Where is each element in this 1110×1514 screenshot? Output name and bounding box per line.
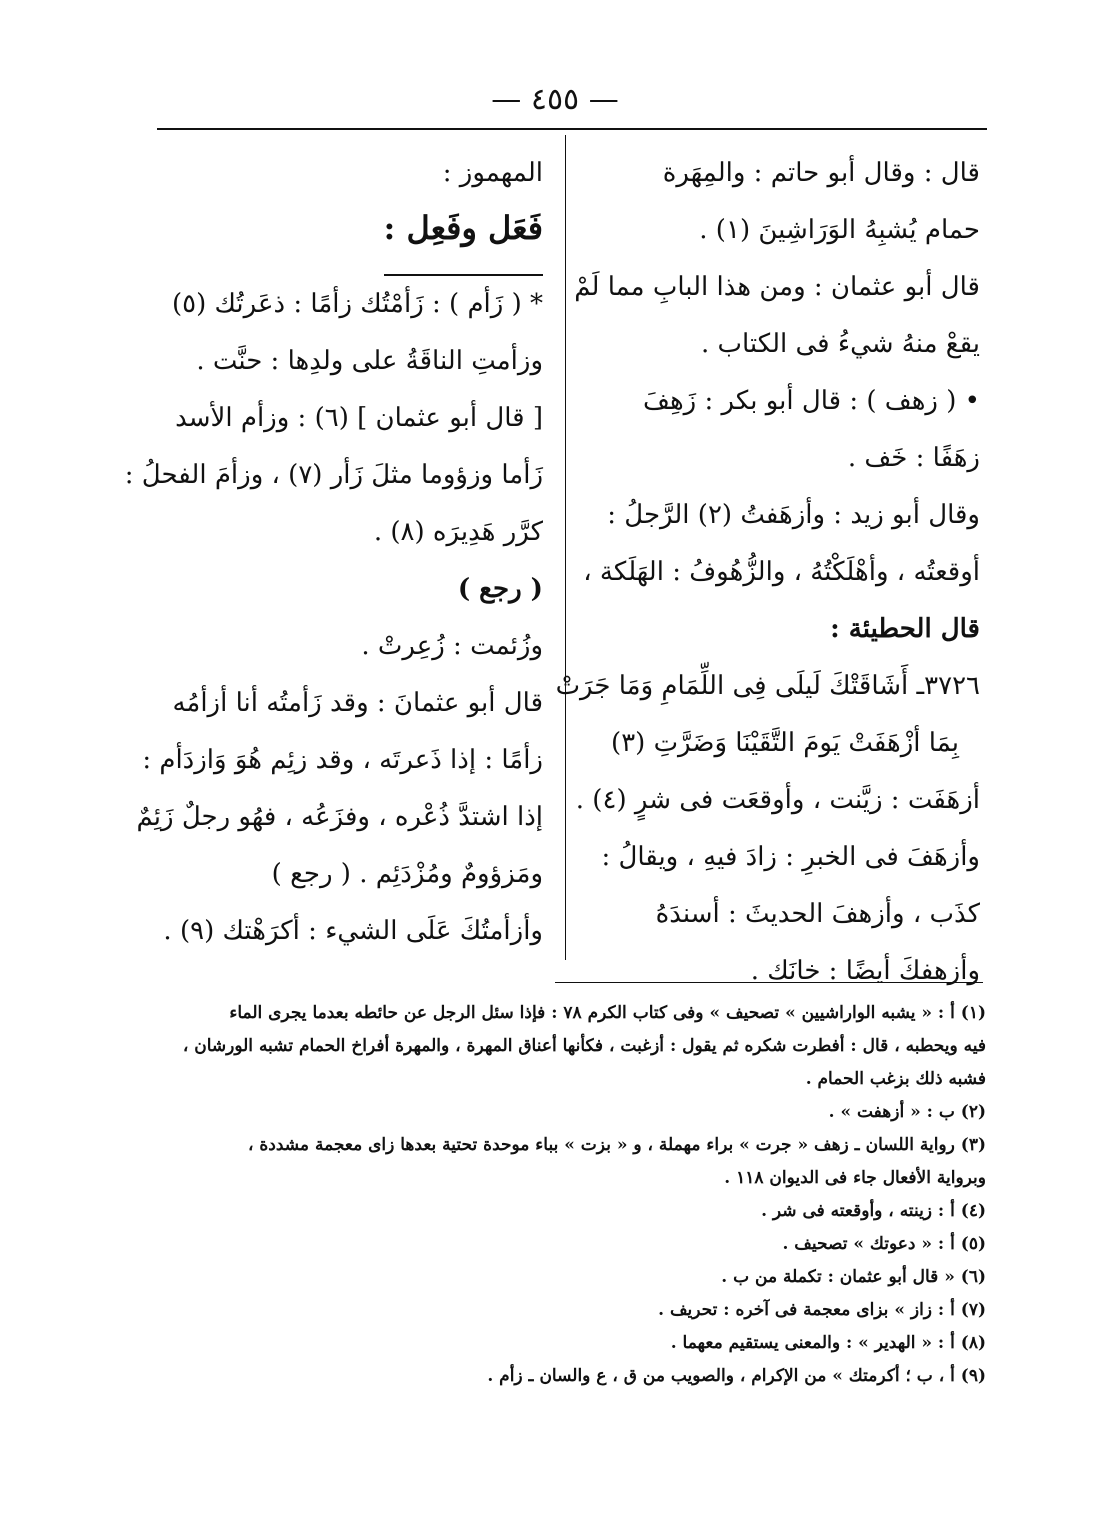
text-line: كرَّر هَدِيرَه (٨) .	[373, 517, 543, 547]
footnote: (٧) أ : زاز » بزاى معجمة فى آخره : تحريف .	[658, 1300, 986, 1320]
text-line: إذا اشتدَّ ذُعْره ، وفزَعُه ، فهُو رجلٌ زَئِمٌ	[136, 802, 543, 832]
text-line: وقال أبو زيد : وأزهَفتُ (٢) الرَّجلُ :	[607, 500, 980, 530]
header-rule	[157, 128, 987, 130]
text-line: قال : وقال أبو حاتم : والمِهَرة	[662, 158, 980, 188]
text-line: يقعْ منهُ شيءُ فى الكتاب .	[700, 329, 980, 359]
text-line: حمام يُشبِهُ الوَرَاشِينَ (١) .	[699, 215, 980, 245]
text-line: * ( زَأم ) : زَأمْتُك زأمًا : ذعَرتُك (٥)	[171, 289, 543, 319]
section-marker: ( رجع )	[457, 574, 543, 604]
text-line: أزهَفَت : زيَّنت ، وأوقعَت فى شرٍ (٤) .	[575, 785, 980, 815]
footnote: (٨) أ : « الهدير » : والمعنى يستقيم معهما .	[670, 1333, 986, 1353]
text-line: وزأمتِ الناقَةُ على ولدِها : حنَّت .	[196, 346, 543, 376]
text-line: وأزهَفَ فى الخبرِ : زادَ فيهِ ، ويقالُ :	[601, 842, 980, 872]
footnote: (٦) « قال أبو عثمان : تكملة من ب .	[721, 1267, 986, 1287]
footnote: (٥) أ : « دعوتك » تصحيف .	[782, 1234, 986, 1254]
text-line: زهَفًا : خَف .	[847, 443, 980, 473]
footnote: فيه ويحطبه ، قال : أفطرت شكره ثم يقول : أزغبت ، فكأنها أعناق المهرة ، والمهرة أفراخ الحمام تشبه الورشان ،	[182, 1036, 986, 1056]
text-line: زأمًا : إذا ذَعرتَه ، وقد زئِم هُوَ وَازدَأم :	[142, 745, 543, 775]
footnote: (١) أ : « يشبه الواراشيين » تصحيف » وفى كتاب الكرم ٧٨ : فإذا سئل الرجل عن حائطه بعدما يجرى الماء	[229, 1003, 986, 1023]
footnote: (٣) رواية اللسان ـ زهف « جرت » براء مهملة ، و « بزت » بباء موحدة تحتية بعدها زاى معجمة مشددة ،	[247, 1135, 986, 1155]
subheading-text: فَعَل وفَعِل :	[384, 202, 543, 276]
text-line: قال أبو عثمانَ : وقد زَأمتُه أنا أزأمُه	[172, 688, 543, 718]
footnote: (٤) أ : زينته ، وأوقعته فى شر .	[761, 1201, 986, 1221]
text-line: كذَب ، وأزهفَ الحديثَ : أسندَهُ	[655, 899, 980, 929]
footnote: فشبه ذلك بزغب الحمام .	[805, 1069, 986, 1089]
text-line: أوقعتُه ، وأهْلَكْتُهُ ، والزُّهُوفُ : الهَلَكة ،	[583, 557, 980, 587]
footnote: (٢) ب : « أزهفت » .	[828, 1102, 986, 1122]
text-line: [ قال أبو عثمان ] (٦) : وزأم الأسد	[175, 403, 543, 433]
section-title: المهموز :	[442, 158, 543, 188]
text-line: قال أبو عثمان : ومن هذا البابِ مما لَمْ	[574, 272, 980, 302]
poem-line: ٣٧٢٦ـ أَشَاقَتْكَ لَيلَى فِى اللِّمَامِ وَمَا جَرَتْ	[555, 671, 980, 701]
footnote-rule	[555, 982, 983, 983]
right-column	[555, 145, 980, 1000]
text-line: ومَزؤومٌ ومُزْدَئِم . ( رجع )	[271, 859, 543, 889]
poem-line: بِمَا أزْهَفَتْ يَومَ التَّقَيْنَا وَضَرَّتِ (٣)	[611, 728, 959, 758]
column-divider	[565, 135, 566, 960]
text-line: قال الحطيئة :	[830, 614, 980, 644]
text-line: وأزأمتُكَ عَلَى الشيء : أكرَهْتك (٩) .	[163, 916, 543, 946]
page-number: — ٤٥٥ —	[491, 82, 619, 117]
footnote: وبرواية الأفعال جاء فى الديوان ١١٨ .	[724, 1168, 986, 1188]
footnotes	[158, 997, 986, 1393]
text-line: • ( زهف ) : قال أبو بكر : زَهِفَ	[643, 386, 980, 416]
text-line: زَأما وزؤوما مثلَ زَأر (٧) ، وزأمَ الفحلُ :	[124, 460, 543, 490]
subheading	[158, 202, 543, 276]
text-line: وزُئمت : زُعِرتْ .	[361, 631, 543, 661]
text-line: وأزهفكَ أيضًا : خانَك .	[750, 956, 980, 986]
left-column	[124, 145, 543, 960]
footnote: (٩) أ ، ب ؛ أكرمتك » من الإكرام ، والصويب من ق ، ع والسان ـ زأم .	[487, 1366, 986, 1386]
